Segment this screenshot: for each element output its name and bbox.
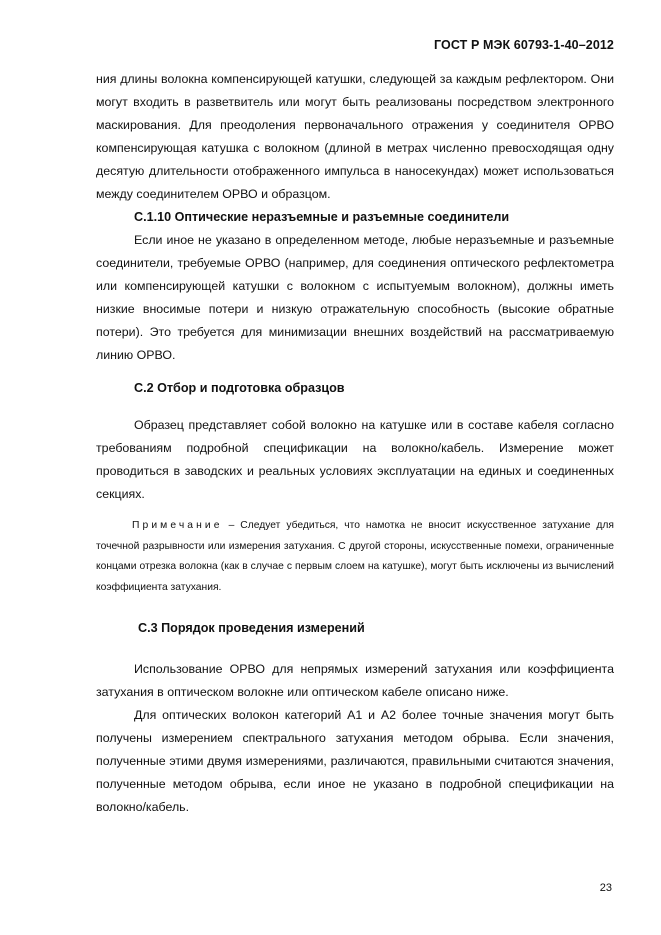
- section-heading-c110: С.1.10 Оптические неразъемные и разъемные соединители: [134, 210, 510, 224]
- document-header: ГОСТ Р МЭК 60793-1-40–2012: [434, 38, 614, 52]
- note-text: Следует убедиться, что намотка не вносит искусственное затухание для точечной разрывности или измерения затухания. С другой стороны, искусственные помехи, ограниченные концами отрезка волокна (как в случае с первым слоем на катушке), могут быть исключены из вычислений коэффициента затухания.: [96, 520, 614, 593]
- section-heading-c2: С.2 Отбор и подготовка образцов: [134, 381, 345, 395]
- page-number: 23: [599, 882, 612, 894]
- page-content: [96, 68, 614, 819]
- lead-paragraph: ния длины волокна компенсирующей катушки, следующей за каждым рефлектором. Они могут входить в разветвитель или могут быть реализованы посредством электронного маскирования. Для преодоления первоначального отражения у соединителя ОРВО компенсирующая катушка с волокном (длиной в метрах численно превосходящая одну десятую длительности отображенного импульса в наносекундах) может использоваться между соединителем ОРВО и образцом.: [96, 72, 614, 201]
- body-paragraph-c3-2: Для оптических волокон категорий А1 и А2 более точные значения могут быть получены измерением спектрального затухания методом обрыва. Если значения, полученные этими двумя измерениями, различаются, правильными считаются значения, полученные методом обрыва, если иное не указано в подробной спецификации на волокно/кабель.: [96, 708, 614, 814]
- section-heading-c3: С.3 Порядок проведения измерений: [138, 621, 365, 635]
- body-paragraph-c2: Образец представляет собой волокно на катушке или в составе кабеля согласно требованиям подробной спецификации на волокно/кабель. Измерение может проводиться в заводских и реальных условиях эксплуатации на единых и соединенных секциях.: [96, 418, 614, 501]
- note-label: Примечание: [132, 520, 223, 531]
- note-separator: –: [222, 520, 241, 531]
- body-paragraph-c110: Если иное не указано в определенном методе, любые неразъемные и разъемные соединители, требуемые ОРВО (например, для соединения оптического рефлектометра или компенсирующей катушки с волокном с испытуемым волокном), должны иметь низкие вносимые потери и низкую отражательную способность (высокие обратные потери). Это требуется для минимизации внешних воздействий на рассматриваемую линию ОРВО.: [96, 233, 614, 362]
- note-paragraph: [96, 516, 614, 598]
- body-paragraph-c3-1: Использование ОРВО для непрямых измерений затухания или коэффициента затухания в оптическом волокне или оптическом кабеле описано ниже.: [96, 662, 614, 699]
